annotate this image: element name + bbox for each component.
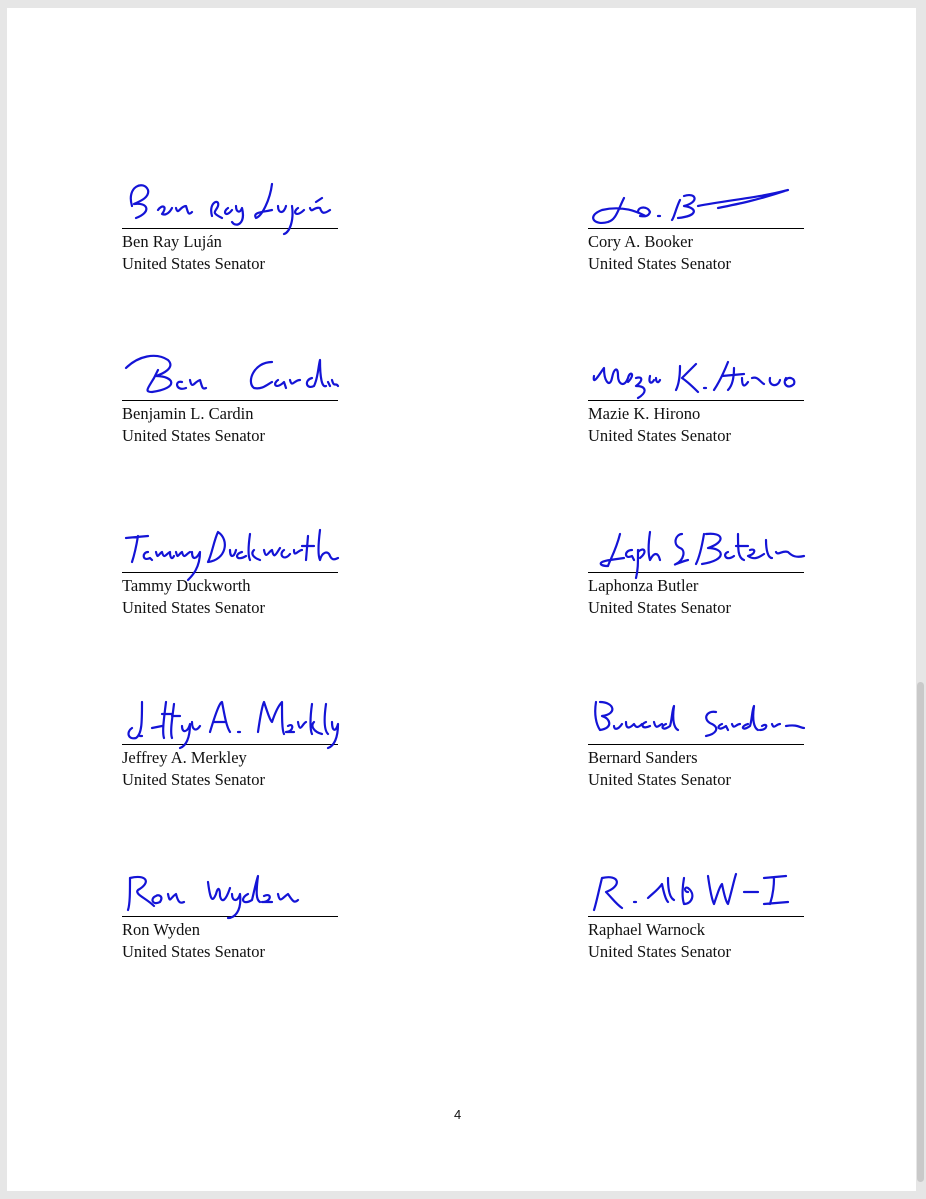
signatory-name: Jeffrey A. Merkley [122, 748, 247, 767]
signatory-title: United States Senator [122, 254, 265, 273]
signature-image-hirono [588, 348, 804, 401]
signatory-name: Ron Wyden [122, 920, 200, 939]
signature-block-duckworth [122, 520, 338, 619]
vertical-scrollbar[interactable] [917, 682, 924, 1182]
signatory-title: United States Senator [588, 254, 731, 273]
signatory-name: Mazie K. Hirono [588, 404, 701, 423]
signatory-name: Bernard Sanders [588, 748, 698, 767]
signatory-title: United States Senator [588, 770, 731, 789]
signature-image-lujan [122, 176, 338, 229]
signatory-name: Laphonza Butler [588, 576, 699, 595]
signatory-title: United States Senator [588, 426, 731, 445]
signatory-name: Raphael Warnock [588, 920, 706, 939]
signature-image-duckworth [122, 520, 338, 573]
signature-block-warnock [588, 864, 804, 963]
signature-block-merkley [122, 692, 338, 791]
signature-block-hirono [588, 348, 804, 447]
signatory-title: United States Senator [122, 942, 265, 961]
signature-image-booker [588, 176, 804, 229]
signature-image-cardin [122, 348, 338, 401]
signatory-name: Ben Ray Luján [122, 232, 222, 251]
signatory-title: United States Senator [588, 942, 731, 961]
page-number: 4 [454, 1107, 462, 1122]
signatory-title: United States Senator [122, 426, 265, 445]
signatory-title: United States Senator [122, 598, 265, 617]
signature-block-booker [588, 176, 804, 275]
signature-block-sanders [588, 692, 804, 791]
signature-block-lujan [122, 176, 338, 275]
signature-image-sanders [588, 692, 804, 745]
signatory-name: Tammy Duckworth [122, 576, 251, 595]
signature-image-merkley [122, 692, 338, 745]
signatory-title: United States Senator [122, 770, 265, 789]
document-page [7, 8, 916, 1191]
signature-image-wyden [122, 864, 338, 917]
signature-block-cardin [122, 348, 338, 447]
signature-image-warnock [588, 864, 804, 917]
signatory-name: Cory A. Booker [588, 232, 693, 251]
signatory-title: United States Senator [588, 598, 731, 617]
signature-block-wyden [122, 864, 338, 963]
signature-image-butler [588, 520, 804, 573]
signature-block-butler [588, 520, 804, 619]
signatory-name: Benjamin L. Cardin [122, 404, 254, 423]
